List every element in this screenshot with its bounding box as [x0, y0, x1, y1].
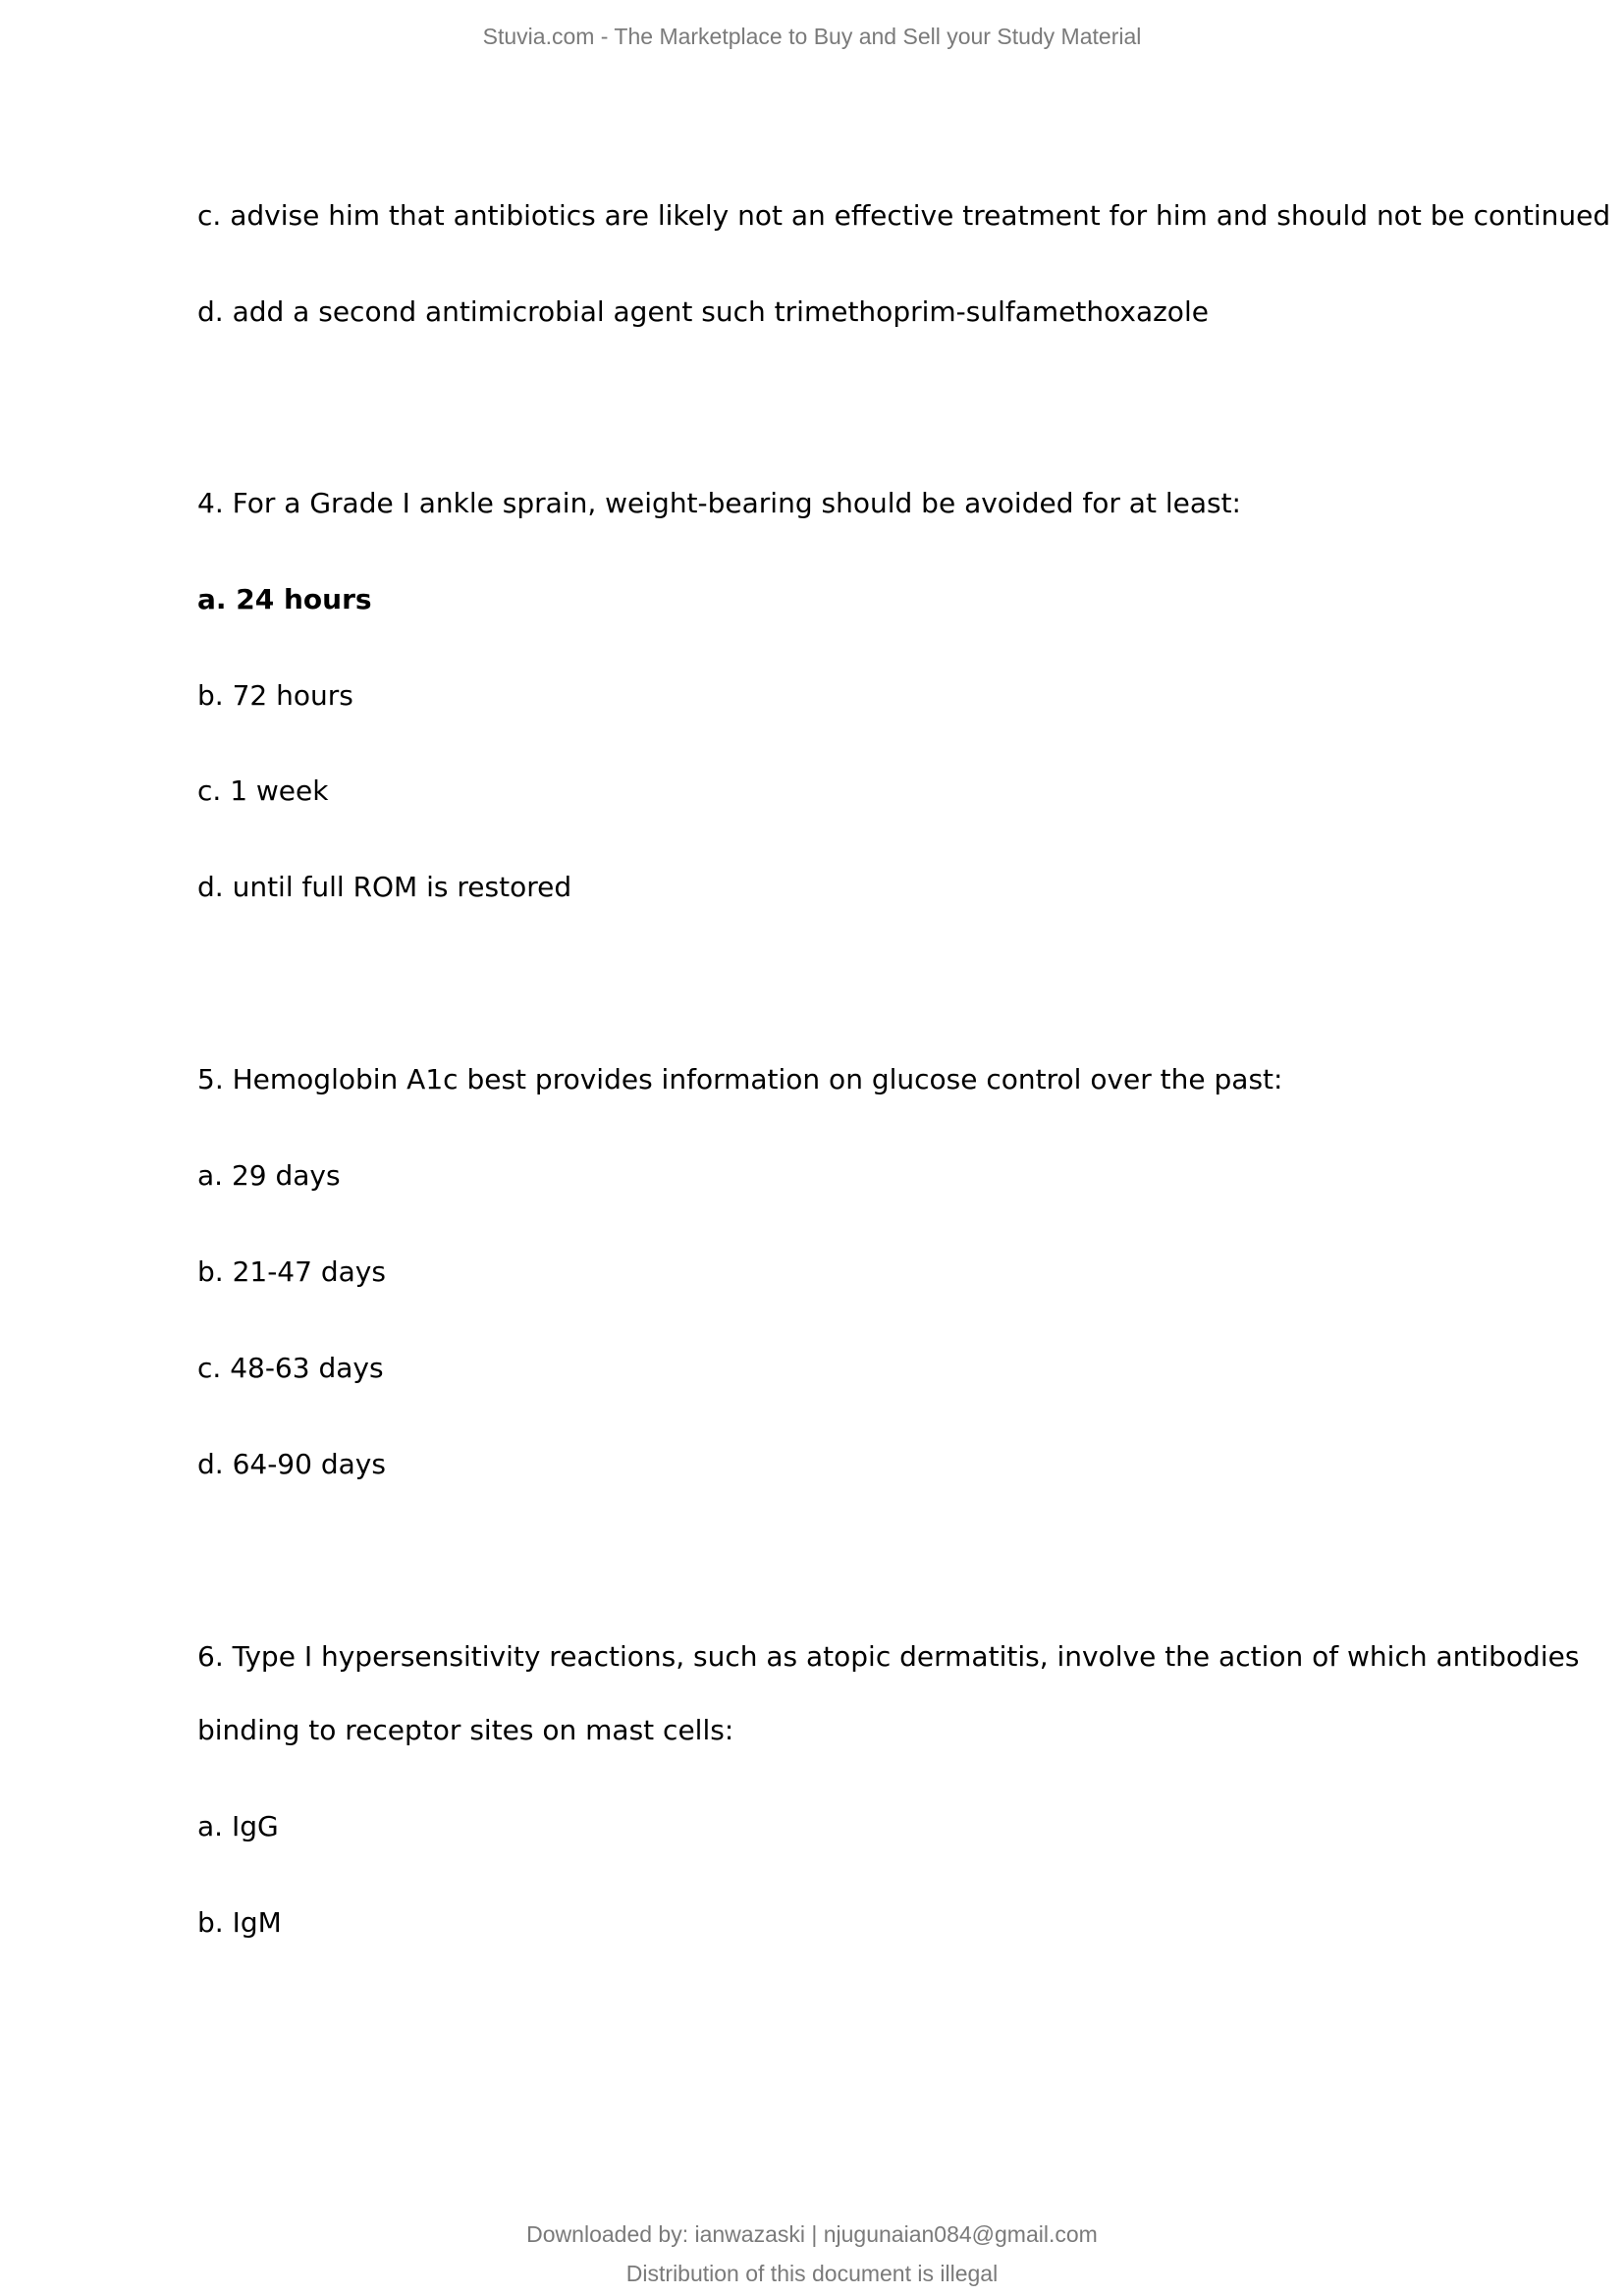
q4-question: 4. For a Grade I ankle sprain, weight-bearing should be avoided for at least:	[197, 487, 1241, 519]
q4-option-b: b. 72 hours	[197, 679, 353, 712]
q5-option-a: a. 29 days	[197, 1159, 341, 1192]
q6-question-line-2: binding to receptor sites on mast cells:	[197, 1714, 734, 1746]
q6-question-line-1: 6. Type I hypersensitivity reactions, such as atopic dermatitis, involve the action of which antibodies	[197, 1640, 1580, 1673]
q3-option-c: c. advise him that antibiotics are likely not an effective treatment for him and should not be continued	[197, 199, 1611, 232]
q5-option-d: d. 64-90 days	[197, 1448, 386, 1480]
q5-question: 5. Hemoglobin A1c best provides information on glucose control over the past:	[197, 1063, 1283, 1095]
q6-option-b: b. IgM	[197, 1906, 282, 1939]
q4-option-a-answer: a. 24 hours	[197, 583, 372, 615]
footer-notice: Distribution of this document is illegal	[625, 2261, 999, 2286]
q3-option-d: d. add a second antimicrobial agent such trimethoprim-sulfamethoxazole	[197, 295, 1209, 328]
q4-option-c: c. 1 week	[197, 774, 329, 807]
q5-option-c: c. 48-63 days	[197, 1352, 384, 1384]
q6-option-a: a. IgG	[197, 1810, 279, 1842]
page-header: Stuvia.com - The Marketplace to Buy and Sell your Study Material	[482, 24, 1142, 49]
q4-option-d: d. until full ROM is restored	[197, 871, 572, 903]
q5-option-b: b. 21-47 days	[197, 1255, 386, 1288]
footer-downloaded-by: Downloaded by: ianwazaski | njugunaian084@gmail.com	[526, 2221, 1098, 2247]
